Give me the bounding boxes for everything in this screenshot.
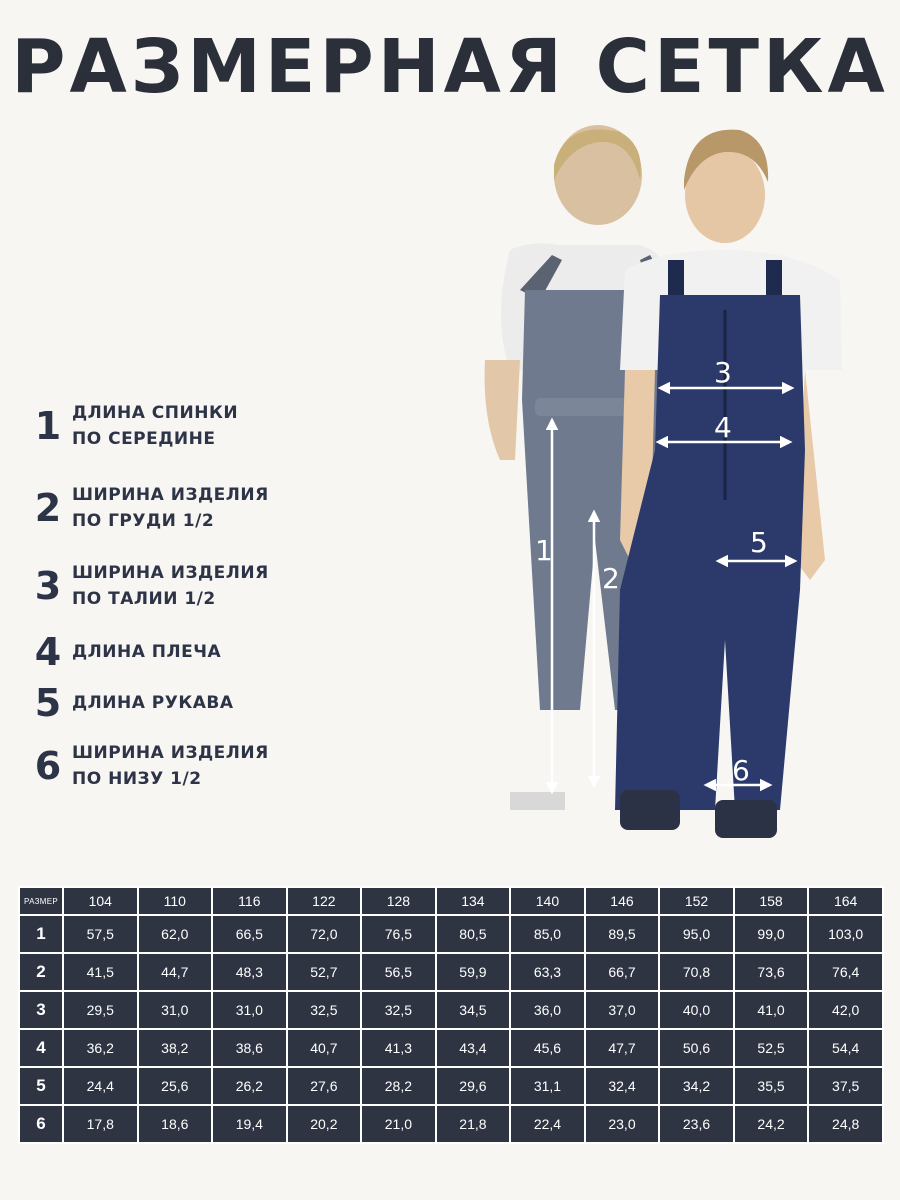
legend-item-6 bbox=[30, 740, 269, 792]
table-cell: 32,5 bbox=[287, 991, 362, 1029]
front-view-child bbox=[615, 130, 842, 838]
table-cell: 22,4 bbox=[510, 1105, 585, 1143]
legend-label: ШИРИНА ИЗДЕЛИЯ ПО ТАЛИИ 1/2 bbox=[72, 563, 269, 609]
table-row bbox=[19, 953, 883, 991]
table-cell: 29,6 bbox=[436, 1067, 511, 1105]
table-cell: 48,3 bbox=[212, 953, 287, 991]
table-cell: 57,5 bbox=[63, 915, 138, 953]
table-cell: 66,5 bbox=[212, 915, 287, 953]
table-cell: 44,7 bbox=[138, 953, 213, 991]
table-cell: 41,0 bbox=[734, 991, 809, 1029]
legend-number: 4 bbox=[34, 630, 62, 674]
table-cell: 32,5 bbox=[361, 991, 436, 1029]
table-cell: 52,5 bbox=[734, 1029, 809, 1067]
table-cell: 76,5 bbox=[361, 915, 436, 953]
table-cell: 43,4 bbox=[436, 1029, 511, 1067]
table-cell: 66,7 bbox=[585, 953, 660, 991]
legend-item-5 bbox=[30, 681, 234, 725]
table-header-row bbox=[19, 887, 883, 915]
size-column-header: 122 bbox=[287, 887, 362, 915]
table-cell: 31,0 bbox=[138, 991, 213, 1029]
table-cell: 45,6 bbox=[510, 1029, 585, 1067]
table-cell: 36,0 bbox=[510, 991, 585, 1029]
size-column-header: 152 bbox=[659, 887, 734, 915]
table-cell: 27,6 bbox=[287, 1067, 362, 1105]
table-cell: 41,3 bbox=[361, 1029, 436, 1067]
size-column-header: 128 bbox=[361, 887, 436, 915]
table-cell: 76,4 bbox=[808, 953, 883, 991]
table-cell: 38,2 bbox=[138, 1029, 213, 1067]
table-row bbox=[19, 991, 883, 1029]
table-cell: 80,5 bbox=[436, 915, 511, 953]
legend-label: ДЛИНА РУКАВА bbox=[72, 693, 234, 713]
table-cell: 29,5 bbox=[63, 991, 138, 1029]
table-cell: 26,2 bbox=[212, 1067, 287, 1105]
table-cell: 50,6 bbox=[659, 1029, 734, 1067]
table-cell: 47,7 bbox=[585, 1029, 660, 1067]
marker-3: 3 bbox=[714, 356, 732, 389]
table-row bbox=[19, 1067, 883, 1105]
row-label: 6 bbox=[19, 1105, 63, 1143]
table-row bbox=[19, 1029, 883, 1067]
size-corner-label: РАЗМЕР bbox=[19, 887, 63, 915]
table-cell: 70,8 bbox=[659, 953, 734, 991]
table-cell: 21,8 bbox=[436, 1105, 511, 1143]
table-cell: 89,5 bbox=[585, 915, 660, 953]
row-label: 4 bbox=[19, 1029, 63, 1067]
legend-number: 3 bbox=[34, 564, 62, 608]
table-cell: 40,0 bbox=[659, 991, 734, 1029]
table-cell: 41,5 bbox=[63, 953, 138, 991]
table-cell: 25,6 bbox=[138, 1067, 213, 1105]
table-cell: 21,0 bbox=[361, 1105, 436, 1143]
table-cell: 20,2 bbox=[287, 1105, 362, 1143]
size-column-header: 110 bbox=[138, 887, 213, 915]
size-column-header: 146 bbox=[585, 887, 660, 915]
table-cell: 103,0 bbox=[808, 915, 883, 953]
size-column-header: 104 bbox=[63, 887, 138, 915]
size-column-header: 134 bbox=[436, 887, 511, 915]
legend-item-2 bbox=[30, 482, 269, 534]
table-cell: 36,2 bbox=[63, 1029, 138, 1067]
marker-6: 6 bbox=[732, 754, 750, 787]
legend-item-1 bbox=[30, 400, 238, 452]
table-cell: 24,4 bbox=[63, 1067, 138, 1105]
size-column-header: 158 bbox=[734, 887, 809, 915]
table-cell: 31,1 bbox=[510, 1067, 585, 1105]
legend-number: 2 bbox=[34, 486, 62, 530]
table-cell: 37,5 bbox=[808, 1067, 883, 1105]
size-column-header: 116 bbox=[212, 887, 287, 915]
table-row bbox=[19, 1105, 883, 1143]
row-label: 1 bbox=[19, 915, 63, 953]
table-cell: 32,4 bbox=[585, 1067, 660, 1105]
row-label: 3 bbox=[19, 991, 63, 1029]
table-cell: 56,5 bbox=[361, 953, 436, 991]
legend-item-4 bbox=[30, 630, 221, 674]
table-cell: 73,6 bbox=[734, 953, 809, 991]
table-cell: 37,0 bbox=[585, 991, 660, 1029]
table-cell: 18,6 bbox=[138, 1105, 213, 1143]
table-cell: 17,8 bbox=[63, 1105, 138, 1143]
marker-1: 1 bbox=[535, 534, 553, 567]
legend-item-3 bbox=[30, 560, 269, 612]
legend-number: 5 bbox=[34, 681, 62, 725]
table-cell: 19,4 bbox=[212, 1105, 287, 1143]
table-cell: 31,0 bbox=[212, 991, 287, 1029]
legend-label: ДЛИНА ПЛЕЧА bbox=[72, 642, 222, 662]
table-cell: 28,2 bbox=[361, 1067, 436, 1105]
table-cell: 59,9 bbox=[436, 953, 511, 991]
table-cell: 62,0 bbox=[138, 915, 213, 953]
table-cell: 38,6 bbox=[212, 1029, 287, 1067]
table-cell: 52,7 bbox=[287, 953, 362, 991]
legend-number: 1 bbox=[34, 404, 62, 448]
marker-5: 5 bbox=[750, 526, 768, 559]
size-table bbox=[18, 886, 884, 1144]
legend-label: ДЛИНА СПИНКИ ПО СЕРЕДИНЕ bbox=[72, 403, 239, 449]
marker-2: 2 bbox=[602, 562, 620, 595]
size-column-header: 140 bbox=[510, 887, 585, 915]
legend-label: ШИРИНА ИЗДЕЛИЯ ПО ГРУДИ 1/2 bbox=[72, 485, 269, 531]
page-title: РАЗМЕРНАЯ СЕТКА bbox=[11, 24, 889, 110]
table-cell: 34,5 bbox=[436, 991, 511, 1029]
table-cell: 40,7 bbox=[287, 1029, 362, 1067]
table-row bbox=[19, 915, 883, 953]
table-cell: 35,5 bbox=[734, 1067, 809, 1105]
table-cell: 99,0 bbox=[734, 915, 809, 953]
product-photo bbox=[470, 120, 870, 850]
table-cell: 85,0 bbox=[510, 915, 585, 953]
table-cell: 34,2 bbox=[659, 1067, 734, 1105]
table-cell: 95,0 bbox=[659, 915, 734, 953]
row-label: 5 bbox=[19, 1067, 63, 1105]
table-cell: 63,3 bbox=[510, 953, 585, 991]
legend-label: ШИРИНА ИЗДЕЛИЯ ПО НИЗУ 1/2 bbox=[72, 743, 269, 789]
table-cell: 72,0 bbox=[287, 915, 362, 953]
table-cell: 24,8 bbox=[808, 1105, 883, 1143]
table-cell: 23,6 bbox=[659, 1105, 734, 1143]
size-column-header: 164 bbox=[808, 887, 883, 915]
marker-4: 4 bbox=[714, 411, 732, 444]
legend-number: 6 bbox=[34, 744, 62, 788]
table-cell: 23,0 bbox=[585, 1105, 660, 1143]
table-cell: 42,0 bbox=[808, 991, 883, 1029]
row-label: 2 bbox=[19, 953, 63, 991]
table-cell: 24,2 bbox=[734, 1105, 809, 1143]
table-cell: 54,4 bbox=[808, 1029, 883, 1067]
